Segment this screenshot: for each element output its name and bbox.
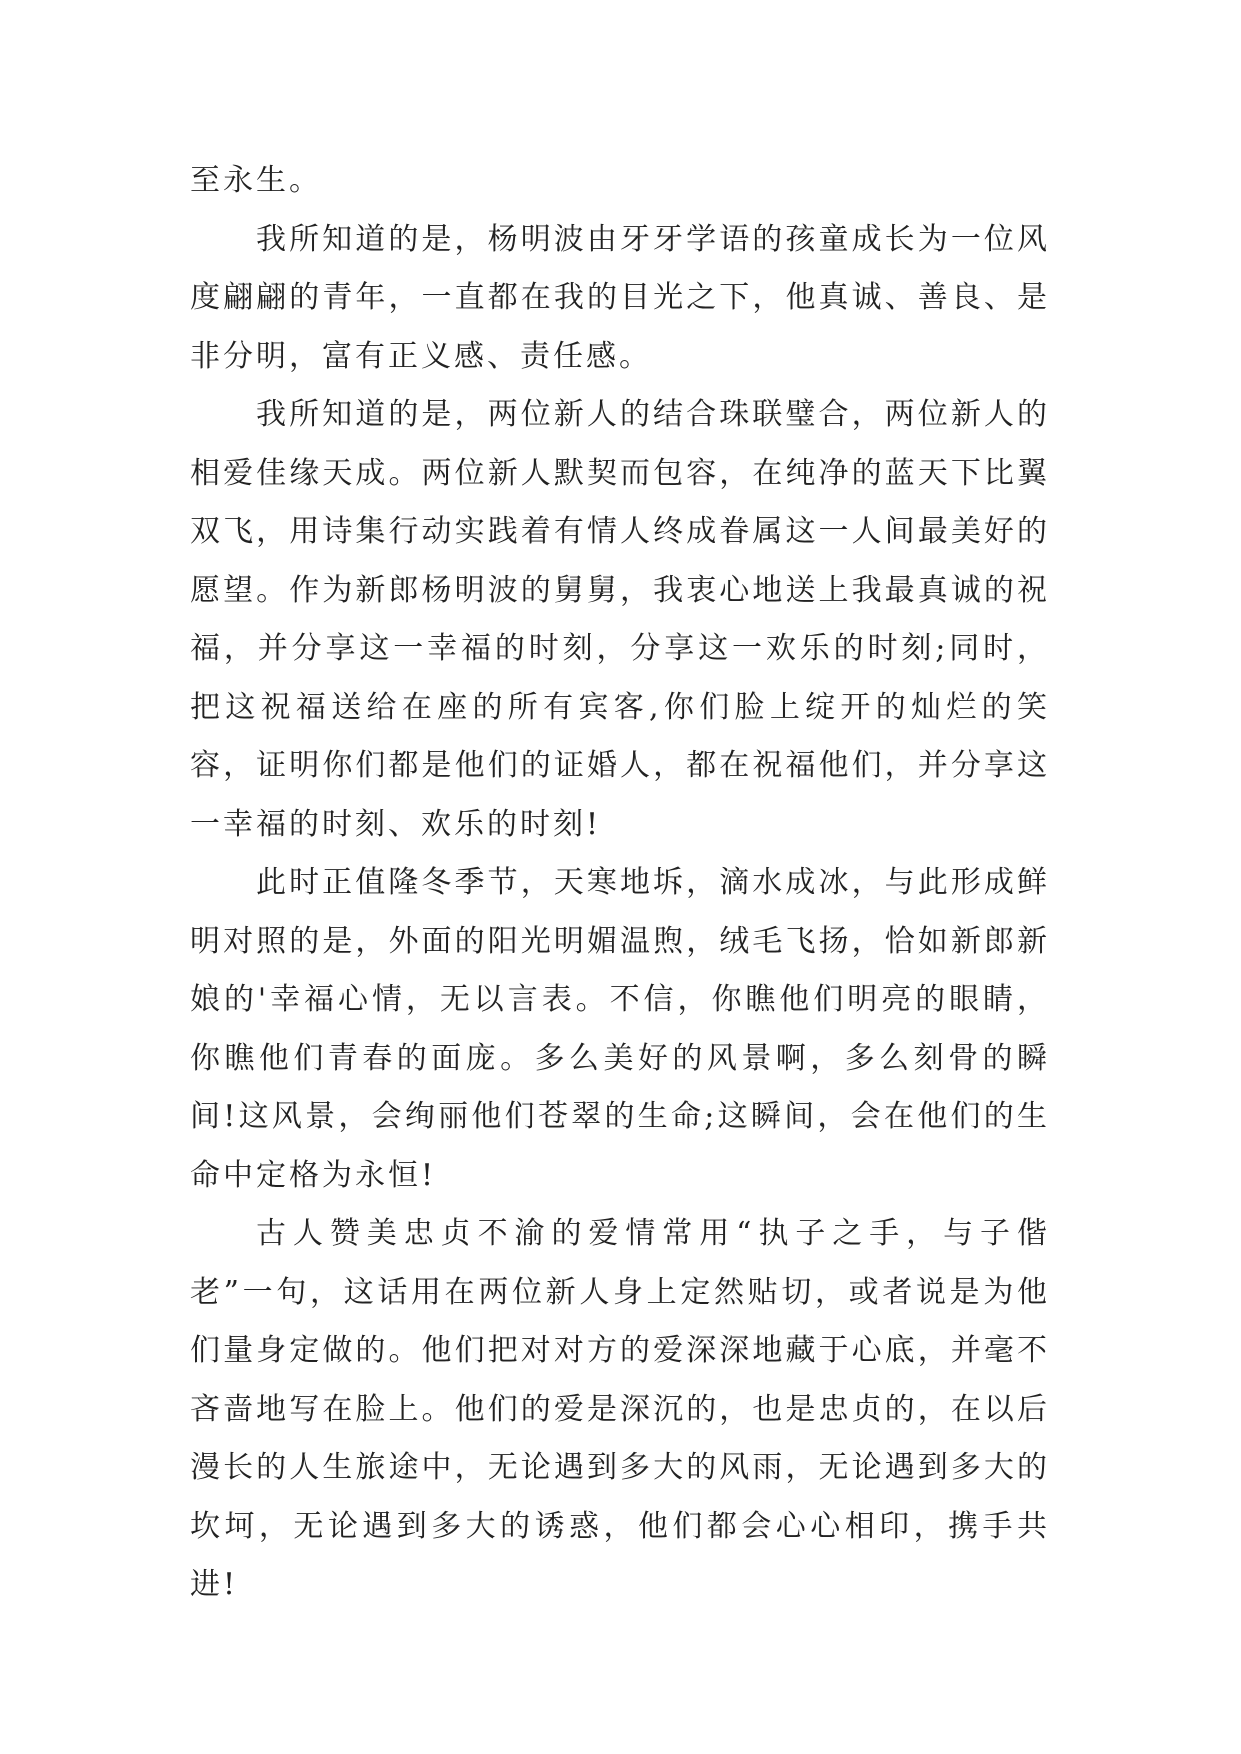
paragraph: 我所知道的是，杨明波由牙牙学语的孩童成长为一位风度翩翩的青年，一直都在我的目光之下，他真诚、善良、是非分明，富有正义感、责任感。 — [190, 221, 1050, 374]
document-body — [190, 152, 1050, 1615]
paragraph: 此时正值隆冬季节，天寒地坼，滴水成冰，与此形成鲜明对照的是，外面的阳光明媚温煦，绒毛飞扬，恰如新郎新娘的'幸福心情，无以言表。不信，你瞧他们明亮的眼睛，你瞧他们青春的面庞。多么美好的风景啊，多么刻骨的瞬间!这风景，会绚丽他们苍翠的生命;这瞬间，会在他们的生命中定格为永恒! — [190, 865, 1050, 1193]
paragraph: 我所知道的是，两位新人的结合珠联璧合，两位新人的相爱佳缘天成。两位新人默契而包容，在纯净的蓝天下比翼双飞，用诗集行动实践着有情人终成眷属这一人间最美好的愿望。作为新郎杨明波的舅舅，我衷心地送上我最真诚的祝福，并分享这一幸福的时刻，分享这一欢乐的时刻;同时，把这祝福送给在座的所有宾客,你们脸上绽开的灿烂的笑容，证明你们都是他们的证婚人，都在祝福他们，并分享这一幸福的时刻、欢乐的时刻! — [190, 397, 1050, 842]
paragraph: 古人赞美忠贞不渝的爱情常用“执子之手，与子偕老”一句，这话用在两位新人身上定然贴切，或者说是为他们量身定做的。他们把对对方的爱深深地藏于心底，并毫不吝啬地写在脸上。他们的爱是深沉的，也是忠贞的，在以后漫长的人生旅途中，无论遇到多大的风雨，无论遇到多大的坎坷，无论遇到多大的诱惑，他们都会心心相印，携手共进! — [190, 1216, 1050, 1602]
paragraph-continued: 至永生。 — [190, 163, 322, 198]
